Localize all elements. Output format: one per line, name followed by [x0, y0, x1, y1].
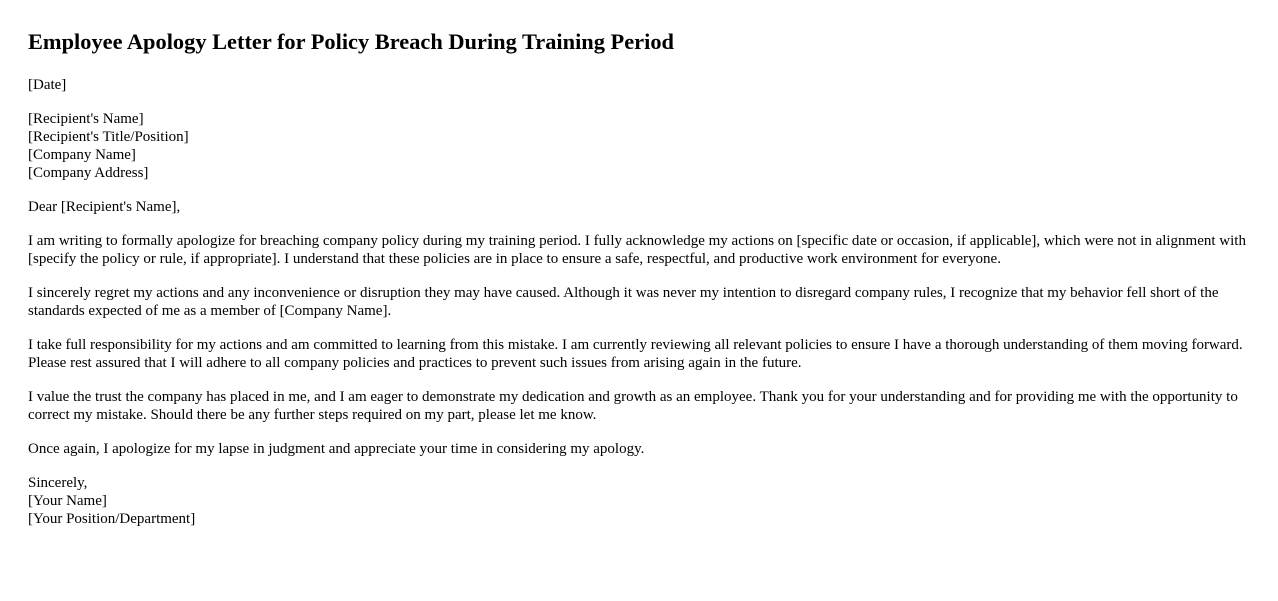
recipient-block	[28, 110, 1250, 182]
recipient-company: [Company Name]	[28, 147, 136, 163]
body-paragraph-4: I value the trust the company has placed in me, and I am eager to demonstrate my dedication and growth as an employee. Thank you for your understanding and for providing me with the opportunity to correct my mistake. Should there be any further steps required on my part, please let me know.	[28, 389, 1238, 423]
recipient-name: [Recipient's Name]	[28, 111, 144, 127]
recipient-address: [Company Address]	[28, 165, 149, 181]
body-paragraph-5: Once again, I apologize for my lapse in judgment and appreciate your time in considering my apology.	[28, 441, 645, 457]
recipient-title: [Recipient's Title/Position]	[28, 129, 189, 145]
body-paragraph-1: I am writing to formally apologize for breaching company policy during my training period. I fully acknowledge my actions on [specific date or occasion, if applicable], which were not in alignment with [specify the policy or rule, if appropriate]. I understand that these policies are in place to ensure a safe, respectful, and productive work environment for everyone.	[28, 233, 1246, 267]
salutation: Dear [Recipient's Name],	[28, 199, 181, 215]
letter-title: Employee Apology Letter for Policy Breach During Training Period	[28, 29, 674, 54]
valediction: Sincerely,	[28, 475, 88, 491]
letter-date: [Date]	[28, 77, 67, 93]
signer-name: [Your Name]	[28, 493, 107, 509]
body-paragraph-2: I sincerely regret my actions and any inconvenience or disruption they may have caused. Although it was never my intention to disregard company rules, I recognize that my behavior fell short of the standards expected of me as a member of [Company Name].	[28, 285, 1219, 319]
closing-block	[28, 474, 1250, 528]
signer-position: [Your Position/Department]	[28, 511, 196, 527]
body-paragraph-3: I take full responsibility for my actions and am committed to learning from this mistake. I am currently reviewing all relevant policies to ensure I have a thorough understanding of them moving forward. Please rest assured that I will adhere to all company policies and practices to prevent such issues from arising again in the future.	[28, 337, 1243, 371]
